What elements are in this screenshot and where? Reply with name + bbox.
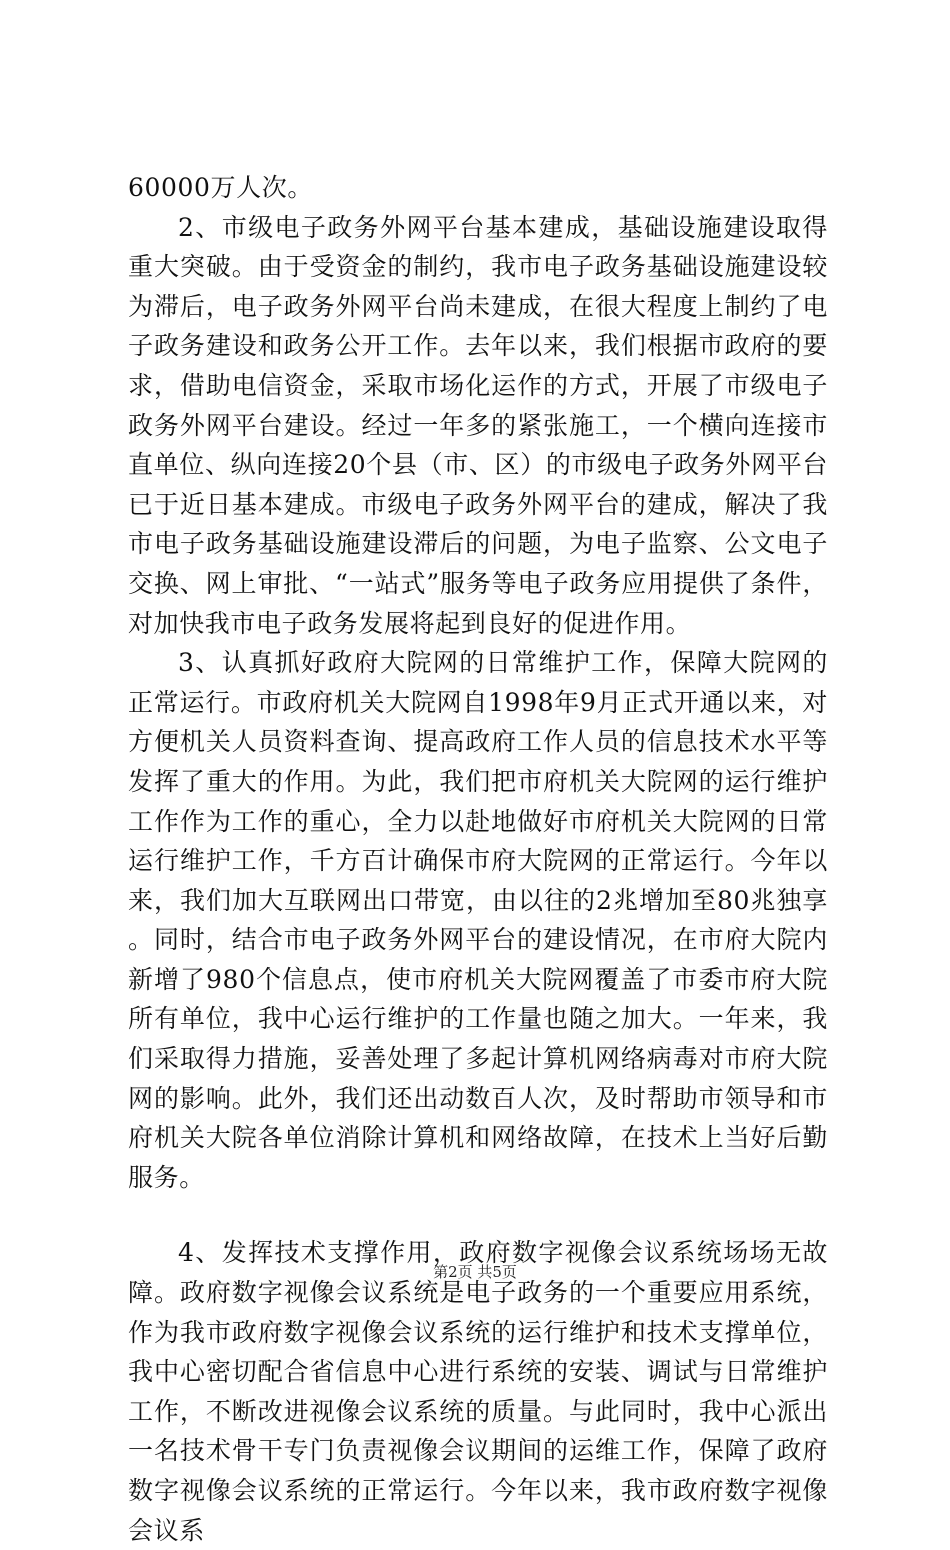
- paragraph-item-2: 2、市级电子政务外网平台基本建成，基础设施建设取得重大突破。由于受资金的制约，我市电子政务基础设施建设较为滞后，电子政务外网平台尚未建成，在很大程度上制约了电子政务建设和政务公开工作。去年以来，我们根据市政府的要求，借助电信资金，采取市场化运作的方式，开展了市级电子政务外网平台建设。经过一年多的紧张施工，一个横向连接市直单位、纵向连接20个县（市、区）的市级电子政务外网平台已于近日基本建成。市级电子政务外网平台的建成，解决了我市电子政务基础设施建设滞后的问题，为电子监察、公文电子交换、网上审批、“一站式”服务等电子政务应用提供了条件，对加快我市电子政务发展将起到良好的促进作用。: [128, 212, 828, 638]
- document-body: [128, 168, 828, 1550]
- paragraph-item-3: 3、认真抓好政府大院网的日常维护工作，保障大院网的正常运行。市政府机关大院网自1998年9月正式开通以来，对方便机关人员资料查询、提高政府工作人员的信息技术水平等发挥了重大的作用。为此，我们把市府机关大院网的运行维护工作作为工作的重心，全力以赴地做好市府机关大院网的日常运行维护工作，千方百计确保市府大院网的正常运行。今年以来，我们加大互联网出口带宽，由以往的2兆增加至80兆独享。同时，结合市电子政务外网平台的建设情况，在市府大院内新增了980个信息点，使市府机关大院网覆盖了市委市府大院所有单位，我中心运行维护的工作量也随之加大。一年来，我们采取得力措施，妥善处理了多起计算机网络病毒对市府大院网的影响。此外，我们还出动数百人次，及时帮助市领导和市府机关大院各单位消除计算机和网络故障，在技术上当好后勤服务。: [128, 648, 828, 1192]
- page-number-footer: 第2页 共5页: [433, 1263, 517, 1281]
- paragraph-continued: 60000万人次。: [128, 173, 313, 202]
- paragraph-item-4: 4、发挥技术支撑作用，政府数字视像会议系统场场无故障。政府数字视像会议系统是电子政务的一个重要应用系统，作为我市政府数字视像会议系统的运行维护和技术支撑单位，我中心密切配合省信息中心进行系统的安装、调试与日常维护工作，不断改进视像会议系统的质量。与此同时，我中心派出一名技术骨干专门负责视像会议期间的运维工作，保障了政府数字视像会议系统的正常运行。今年以来，我市政府数字视像会议系: [128, 1238, 828, 1545]
